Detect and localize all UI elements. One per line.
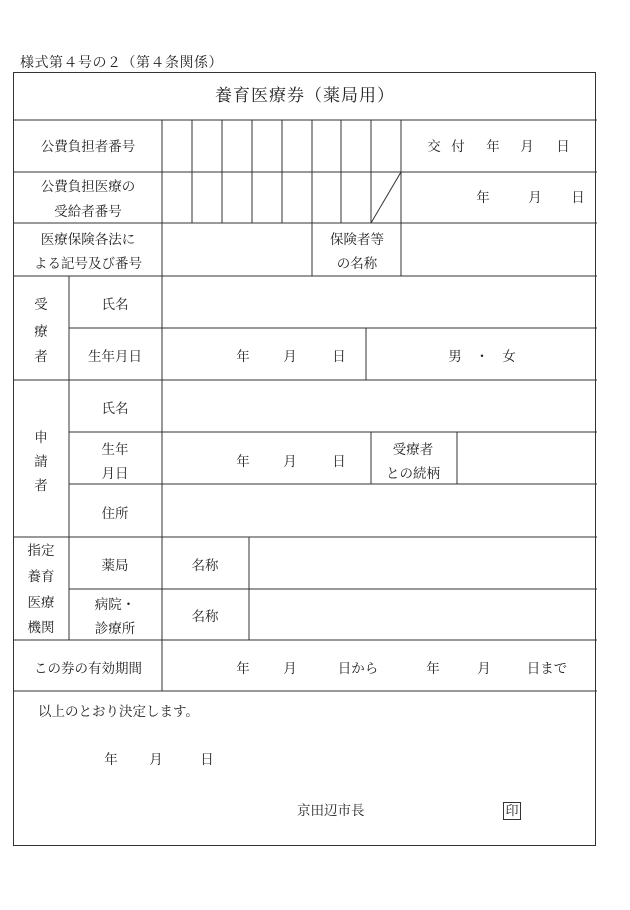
mayor-title: 京田辺市長 [297, 803, 365, 819]
decision-year: 年 [104, 752, 118, 768]
hospital-name-label: 名称 [191, 609, 219, 625]
applicant-birth-day: 日 [332, 454, 346, 470]
validity-to-month: 月 [477, 661, 491, 677]
issue-year-label: 年 [486, 139, 500, 155]
patient-section-char-3: 者 [34, 349, 48, 365]
validity-label: この券の有効期間 [34, 661, 142, 677]
validity-to-year: 年 [426, 661, 440, 677]
applicant-section-char-1: 申 [34, 430, 48, 446]
recipient-date-year: 年 [476, 190, 490, 206]
validity-to-suffix: 日まで [526, 661, 568, 677]
applicant-birth-year: 年 [236, 454, 250, 470]
pharmacy-name-label: 名称 [191, 558, 219, 574]
applicant-birthdate-label-line2: 月日 [101, 466, 129, 482]
recipient-date-day: 日 [571, 190, 585, 206]
recipient-number-label-line1: 公費負担医療の [40, 179, 136, 195]
insurance-symbol-label-line2: よる記号及び番号 [34, 256, 142, 272]
pharmacy-label: 薬局 [101, 558, 129, 574]
relationship-label-line2: との続柄 [386, 466, 440, 482]
patient-birthdate-label: 生年月日 [88, 349, 142, 365]
seal-mark: 印 [503, 802, 521, 820]
applicant-section-char-2: 請 [34, 454, 48, 470]
applicant-section-char-3: 者 [34, 478, 48, 494]
insurer-name-label-line1: 保険者等 [330, 232, 384, 248]
patient-birth-day: 日 [332, 349, 346, 365]
relationship-label-line1: 受療者 [392, 442, 434, 458]
institution-section-line1: 指定 [27, 543, 55, 559]
institution-section-line4: 機関 [27, 620, 55, 636]
form-number: 様式第４号の２（第４条関係） [20, 55, 223, 71]
decision-day: 日 [200, 752, 214, 768]
issue-label-2: 付 [451, 139, 465, 155]
validity-from-suffix: 日から [337, 661, 379, 677]
medical-voucher-form [13, 72, 596, 846]
recipient-date-month: 月 [528, 190, 542, 206]
applicant-name-label: 氏名 [101, 401, 129, 417]
insurance-symbol-label-line1: 医療保険各法に [40, 232, 136, 248]
applicant-birthdate-label-line1: 生年 [101, 442, 129, 458]
public-payer-number-label: 公費負担者番号 [40, 139, 136, 155]
decision-text: 以上のとおり決定します。 [38, 704, 199, 720]
decision-month: 月 [149, 752, 163, 768]
insurer-name-label-line2: の名称 [336, 256, 378, 272]
validity-from-year: 年 [236, 661, 250, 677]
institution-section-line3: 医療 [27, 595, 55, 611]
form-title: 養育医療券（薬局用） [215, 86, 395, 106]
institution-section-line2: 養育 [27, 569, 55, 585]
applicant-address-label: 住所 [101, 506, 129, 522]
issue-day-label: 日 [556, 139, 570, 155]
recipient-number-label-line2: 受給者番号 [54, 204, 122, 220]
patient-birth-month: 月 [283, 349, 297, 365]
issue-month-label: 月 [520, 139, 534, 155]
patient-section-char-1: 受 [34, 297, 48, 313]
hospital-label-line1: 病院・ [94, 597, 136, 613]
validity-from-month: 月 [283, 661, 297, 677]
hospital-label-line2: 診療所 [94, 621, 136, 637]
patient-section-char-2: 療 [34, 324, 48, 340]
patient-birth-year: 年 [236, 349, 250, 365]
issue-label-1: 交 [427, 139, 441, 155]
applicant-birth-month: 月 [283, 454, 297, 470]
patient-sex-options: 男 ・ 女 [448, 349, 516, 365]
patient-name-label: 氏名 [101, 297, 129, 313]
